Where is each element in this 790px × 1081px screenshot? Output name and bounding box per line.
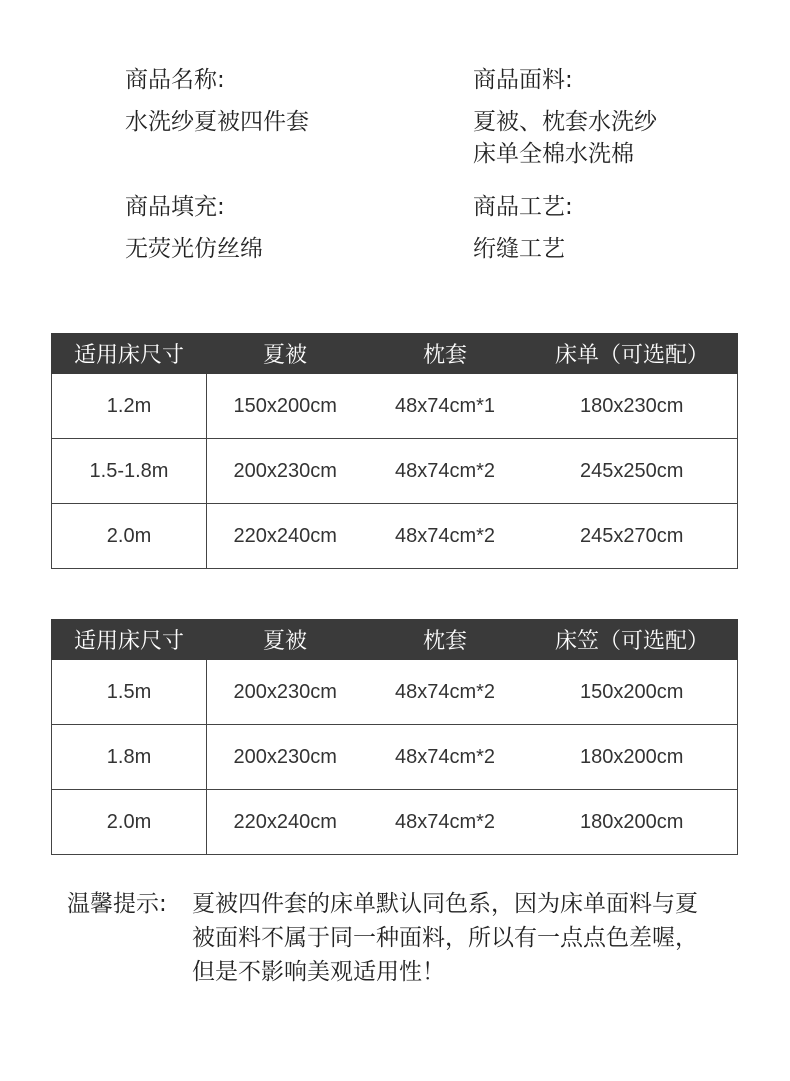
cell-pillowcase: 48x74cm*2	[364, 504, 527, 569]
cell-sheet: 245x250cm	[527, 439, 738, 504]
header-quilt: 夏被	[207, 620, 364, 660]
tip-body	[192, 887, 752, 989]
tip-line: 夏被四件套的床单默认同色系，因为床单面料与夏	[192, 891, 698, 917]
cell-bed-size: 2.0m	[52, 504, 207, 569]
product-fabric-label: 商品面料:	[473, 67, 573, 93]
cell-quilt: 150x200cm	[207, 374, 364, 439]
cell-bed-size: 1.8m	[52, 725, 207, 790]
table-row	[52, 439, 738, 504]
tip-label: 温馨提示:	[67, 891, 167, 917]
product-craft-label: 商品工艺:	[473, 194, 573, 220]
product-name-block	[125, 64, 309, 138]
product-name-label: 商品名称:	[125, 67, 225, 93]
cell-pillowcase: 48x74cm*2	[364, 790, 527, 855]
size-table-fitted-sheet	[51, 619, 738, 855]
table-row	[52, 790, 738, 855]
cell-quilt: 200x230cm	[207, 725, 364, 790]
tip-line: 但是不影响美观适用性！	[192, 959, 445, 985]
cell-pillowcase: 48x74cm*1	[364, 374, 527, 439]
table-header-row	[52, 334, 738, 374]
cell-quilt: 200x230cm	[207, 660, 364, 725]
table-header-row	[52, 620, 738, 660]
size-table-flat-sheet	[51, 333, 738, 569]
product-craft-value: 绗缝工艺	[473, 236, 565, 262]
cell-sheet: 245x270cm	[527, 504, 738, 569]
header-pillowcase: 枕套	[364, 620, 527, 660]
cell-bed-size: 1.5m	[52, 660, 207, 725]
table-row	[52, 725, 738, 790]
header-sheet: 床单（可选配）	[527, 334, 738, 374]
cell-bed-size: 1.2m	[52, 374, 207, 439]
fabric-line: 夏被、枕套水洗纱	[473, 109, 657, 135]
cell-quilt: 220x240cm	[207, 504, 364, 569]
table-row	[52, 504, 738, 569]
header-pillowcase: 枕套	[364, 334, 527, 374]
table-row	[52, 374, 738, 439]
product-name-value: 水洗纱夏被四件套	[125, 109, 309, 135]
cell-fitted-sheet: 180x200cm	[527, 790, 738, 855]
cell-fitted-sheet: 150x200cm	[527, 660, 738, 725]
cell-bed-size: 1.5-1.8m	[52, 439, 207, 504]
cell-pillowcase: 48x74cm*2	[364, 725, 527, 790]
fabric-line: 床单全棉水洗棉	[473, 141, 634, 167]
cell-bed-size: 2.0m	[52, 790, 207, 855]
product-fabric-value	[473, 106, 657, 170]
header-fitted-sheet: 床笠（可选配）	[527, 620, 738, 660]
tip-line: 被面料不属于同一种面料，所以有一点点色差喔，	[192, 925, 698, 951]
cell-quilt: 200x230cm	[207, 439, 364, 504]
cell-pillowcase: 48x74cm*2	[364, 439, 527, 504]
table-row	[52, 660, 738, 725]
header-bed-size: 适用床尺寸	[52, 620, 207, 660]
product-filling-value: 无荧光仿丝绵	[125, 236, 263, 262]
header-quilt: 夏被	[207, 334, 364, 374]
cell-sheet: 180x230cm	[527, 374, 738, 439]
product-fabric-block	[473, 64, 657, 170]
cell-pillowcase: 48x74cm*2	[364, 660, 527, 725]
header-bed-size: 适用床尺寸	[52, 334, 207, 374]
cell-quilt: 220x240cm	[207, 790, 364, 855]
product-filling-block	[125, 191, 263, 265]
cell-fitted-sheet: 180x200cm	[527, 725, 738, 790]
product-filling-label: 商品填充:	[125, 194, 225, 220]
product-craft-block	[473, 191, 573, 265]
